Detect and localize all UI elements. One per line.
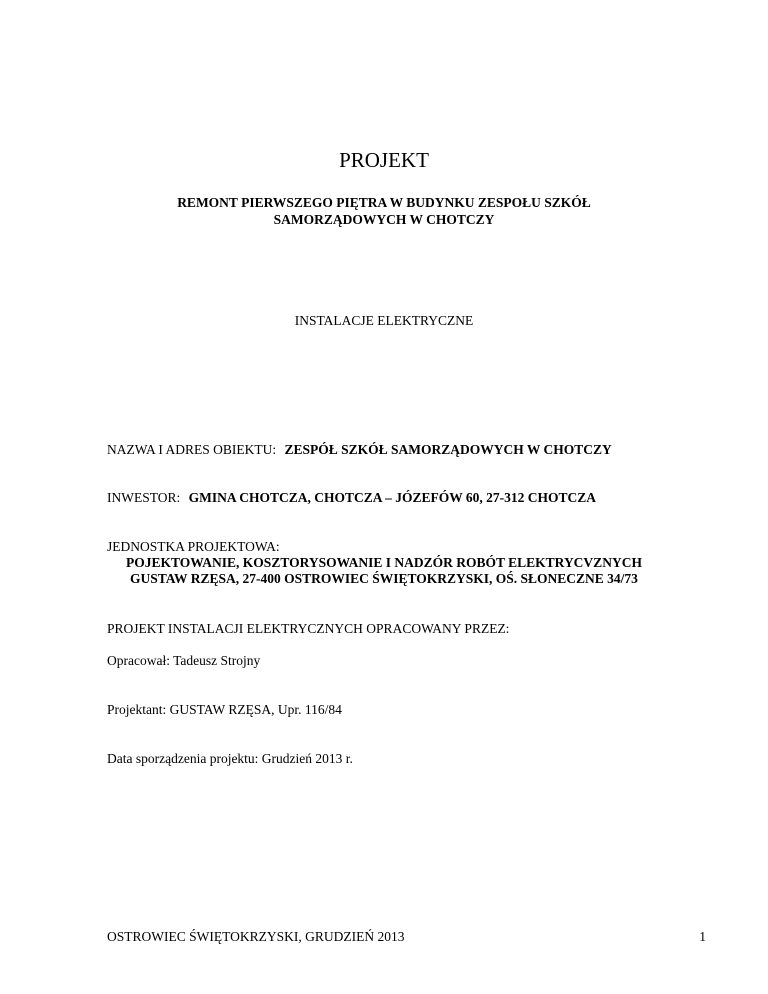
prepared-by-heading: PROJEKT INSTALACJI ELEKTRYCZNYCH OPRACOWANY PRZEZ: [107, 621, 510, 636]
design-unit-line-1: POJEKTOWANIE, KOSZTORYSOWANIE I NADZÓR ROBÓT ELEKTRYCVZNYCH [126, 555, 642, 570]
document-title: PROJEKT [339, 148, 429, 172]
author-line: Opracował: Tadeusz Strojny [107, 653, 261, 668]
section-heading: INSTALACJE ELEKTRYCZNE [294, 313, 474, 328]
object-label: NAZWA I ADRES OBIEKTU: [107, 442, 277, 457]
object-row [107, 442, 612, 458]
subtitle-line-2: SAMORZĄDOWYCH W CHOTCZY [273, 212, 495, 227]
page-number: 1 [699, 929, 706, 944]
date-line: Data sporządzenia projektu: Grudzień 2013 r. [107, 751, 353, 766]
designer-line: Projektant: GUSTAW RZĘSA, Upr. 116/84 [107, 702, 342, 717]
footer-place-date: OSTROWIEC ŚWIĘTOKRZYSKI, GRUDZIEŃ 2013 [107, 929, 405, 944]
object-value: ZESPÓŁ SZKÓŁ SAMORZĄDOWYCH W CHOTCZY [284, 442, 612, 457]
investor-value: GMINA CHOTCZA, CHOTCZA – JÓZEFÓW 60, 27-312 CHOTCZA [188, 490, 597, 505]
subtitle-line-1: REMONT PIERWSZEGO PIĘTRA W BUDYNKU ZESPOŁU SZKÓŁ [177, 195, 591, 210]
investor-label: INWESTOR: [107, 490, 181, 505]
investor-row [107, 490, 596, 506]
design-unit-label: JEDNOSTKA PROJEKTOWA: [107, 539, 280, 554]
design-unit-line-2: GUSTAW RZĘSA, 27-400 OSTROWIEC ŚWIĘTOKRZYSKI, OŚ. SŁONECZNE 34/73 [130, 571, 638, 586]
